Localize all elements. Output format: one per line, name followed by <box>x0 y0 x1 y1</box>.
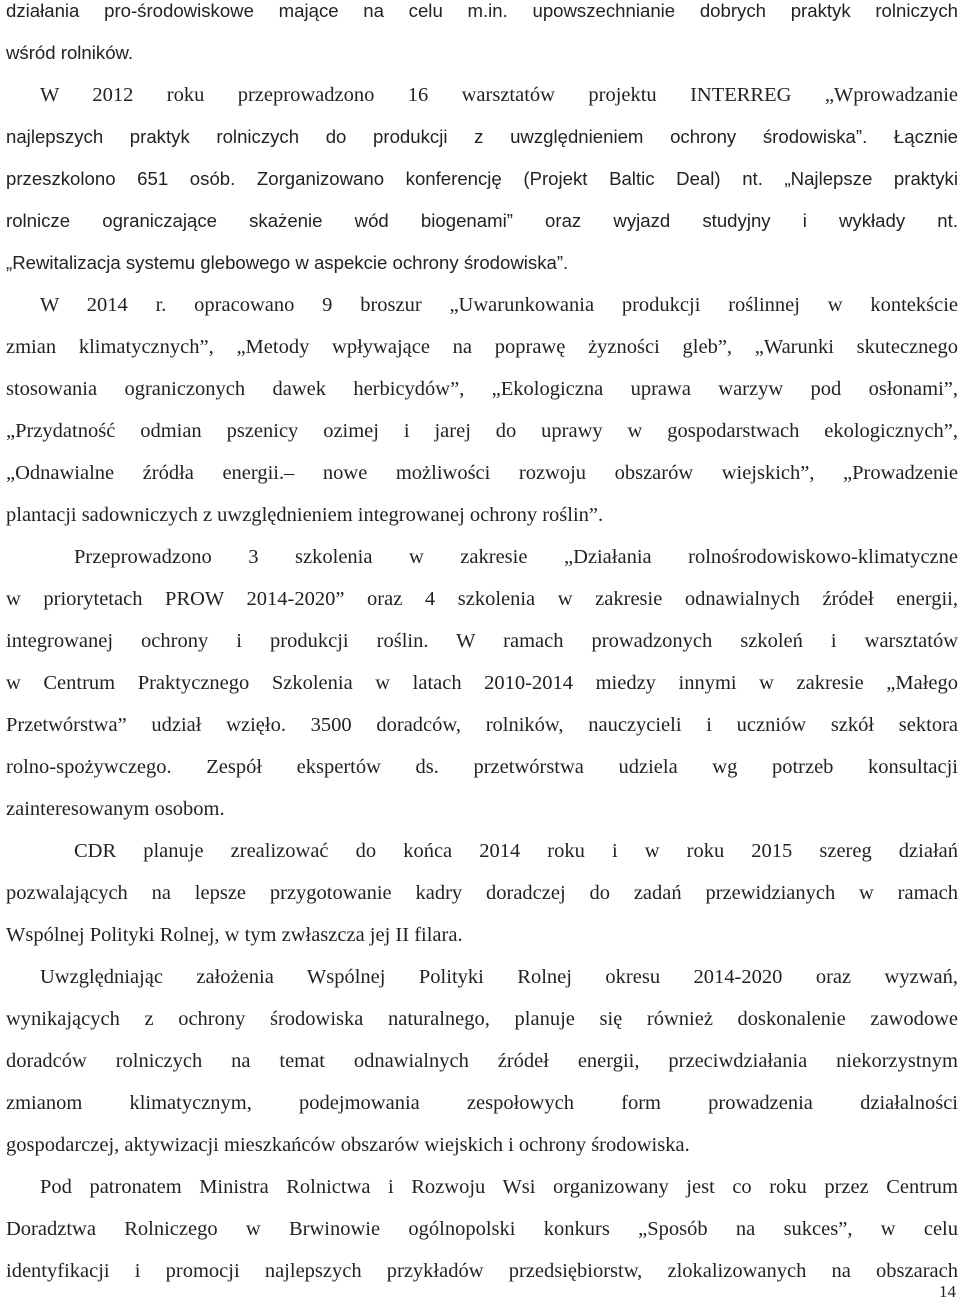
text-line: w Centrum Praktycznego Szkolenia w latach 2010-2014 miedzy innymi w zakresie „Małego <box>6 672 958 694</box>
text-line: działania pro-środowiskowe mające na celu m.in. upowszechnianie dobrych praktyk rolniczych <box>6 0 958 21</box>
text-line: „Odnawialne źródła energii.– nowe możliwości rozwoju obszarów wiejskich”, „Prowadzenie <box>6 462 958 484</box>
text-line: pozwalających na lepsze przygotowanie kadry doradczej do zadań przewidzianych w ramach <box>6 882 958 904</box>
text-line: W 2012 roku przeprowadzono 16 warsztatów projektu INTERREG „Wprowadzanie <box>40 84 958 106</box>
text-line: rolno-spożywczego. Zespół ekspertów ds. przetwórstwa udziela wg potrzeb konsultacji <box>6 756 958 778</box>
text-line: „Przydatność odmian pszenicy ozimej i jarej do uprawy w gospodarstwach ekologicznych”, <box>6 420 958 442</box>
text-line: plantacji sadowniczych z uwzględnieniem integrowanej ochrony roślin”. <box>6 504 604 526</box>
text-line: wynikających z ochrony środowiska naturalnego, planuje się również doskonalenie zawodowe <box>6 1008 958 1030</box>
text-line: rolnicze ograniczające skażenie wód biogenami” oraz wyjazd studyjny i wykłady nt. <box>6 210 958 231</box>
text-line: zainteresowanym osobom. <box>6 798 225 820</box>
text-line: identyfikacji i promocji najlepszych przykładów przedsiębiorstw, zlokalizowanych na obszarach <box>6 1260 958 1282</box>
text-line: Uwzględniając założenia Wspólnej Polityki Rolnej okresu 2014-2020 oraz wyzwań, <box>40 966 958 988</box>
text-line: gospodarczej, aktywizacji mieszkańców obszarów wiejskich i ochrony środowiska. <box>6 1134 690 1156</box>
text-line: doradców rolniczych na temat odnawialnych źródeł energii, przeciwdziałania niekorzystnym <box>6 1050 958 1072</box>
text-line: integrowanej ochrony i produkcji roślin. W ramach prowadzonych szkoleń i warsztatów <box>6 630 958 652</box>
page-number: 14 <box>939 1282 956 1301</box>
text-line: przeszkolono 651 osób. Zorganizowano konferencję (Projekt Baltic Deal) nt. „Najlepsze praktyki <box>6 168 958 189</box>
text-line: Pod patronatem Ministra Rolnictwa i Rozwoju Wsi organizowany jest co roku przez Centrum <box>40 1176 958 1198</box>
text-line: „Rewitalizacja systemu glebowego w aspekcie ochrony środowiska”. <box>6 252 569 273</box>
text-line: CDR planuje zrealizować do końca 2014 roku i w roku 2015 szereg działań <box>74 840 958 862</box>
text-line: w priorytetach PROW 2014-2020” oraz 4 szkolenia w zakresie odnawialnych źródeł energii, <box>6 588 958 610</box>
text-line: stosowania ograniczonych dawek herbicydów”, „Ekologiczna uprawa warzyw pod osłonami”, <box>6 378 958 400</box>
text-line: Przetwórstwa” udział wzięło. 3500 doradców, rolników, nauczycieli i uczniów szkół sektora <box>6 714 958 736</box>
text-line: Wspólnej Polityki Rolnej, w tym zwłaszcza jej II filara. <box>6 924 463 946</box>
text-line: W 2014 r. opracowano 9 broszur „Uwarunkowania produkcji roślinnej w kontekście <box>40 294 958 316</box>
text-line: Przeprowadzono 3 szkolenia w zakresie „Działania rolnośrodowiskowo-klimatyczne <box>74 546 958 568</box>
text-line: najlepszych praktyk rolniczych do produkcji z uwzględnieniem ochrony środowiska”. Łącznie <box>6 126 958 147</box>
text-line: zmian klimatycznych”, „Metody wpływające na poprawę żyzności gleb”, „Warunki skutecznego <box>6 336 958 358</box>
text-line: wśród rolników. <box>6 42 134 63</box>
text-line: zmianom klimatycznym, podejmowania zespołowych form prowadzenia działalności <box>6 1092 958 1114</box>
text-line: Doradztwa Rolniczego w Brwinowie ogólnopolski konkurs „Sposób na sukces”, w celu <box>6 1218 958 1240</box>
